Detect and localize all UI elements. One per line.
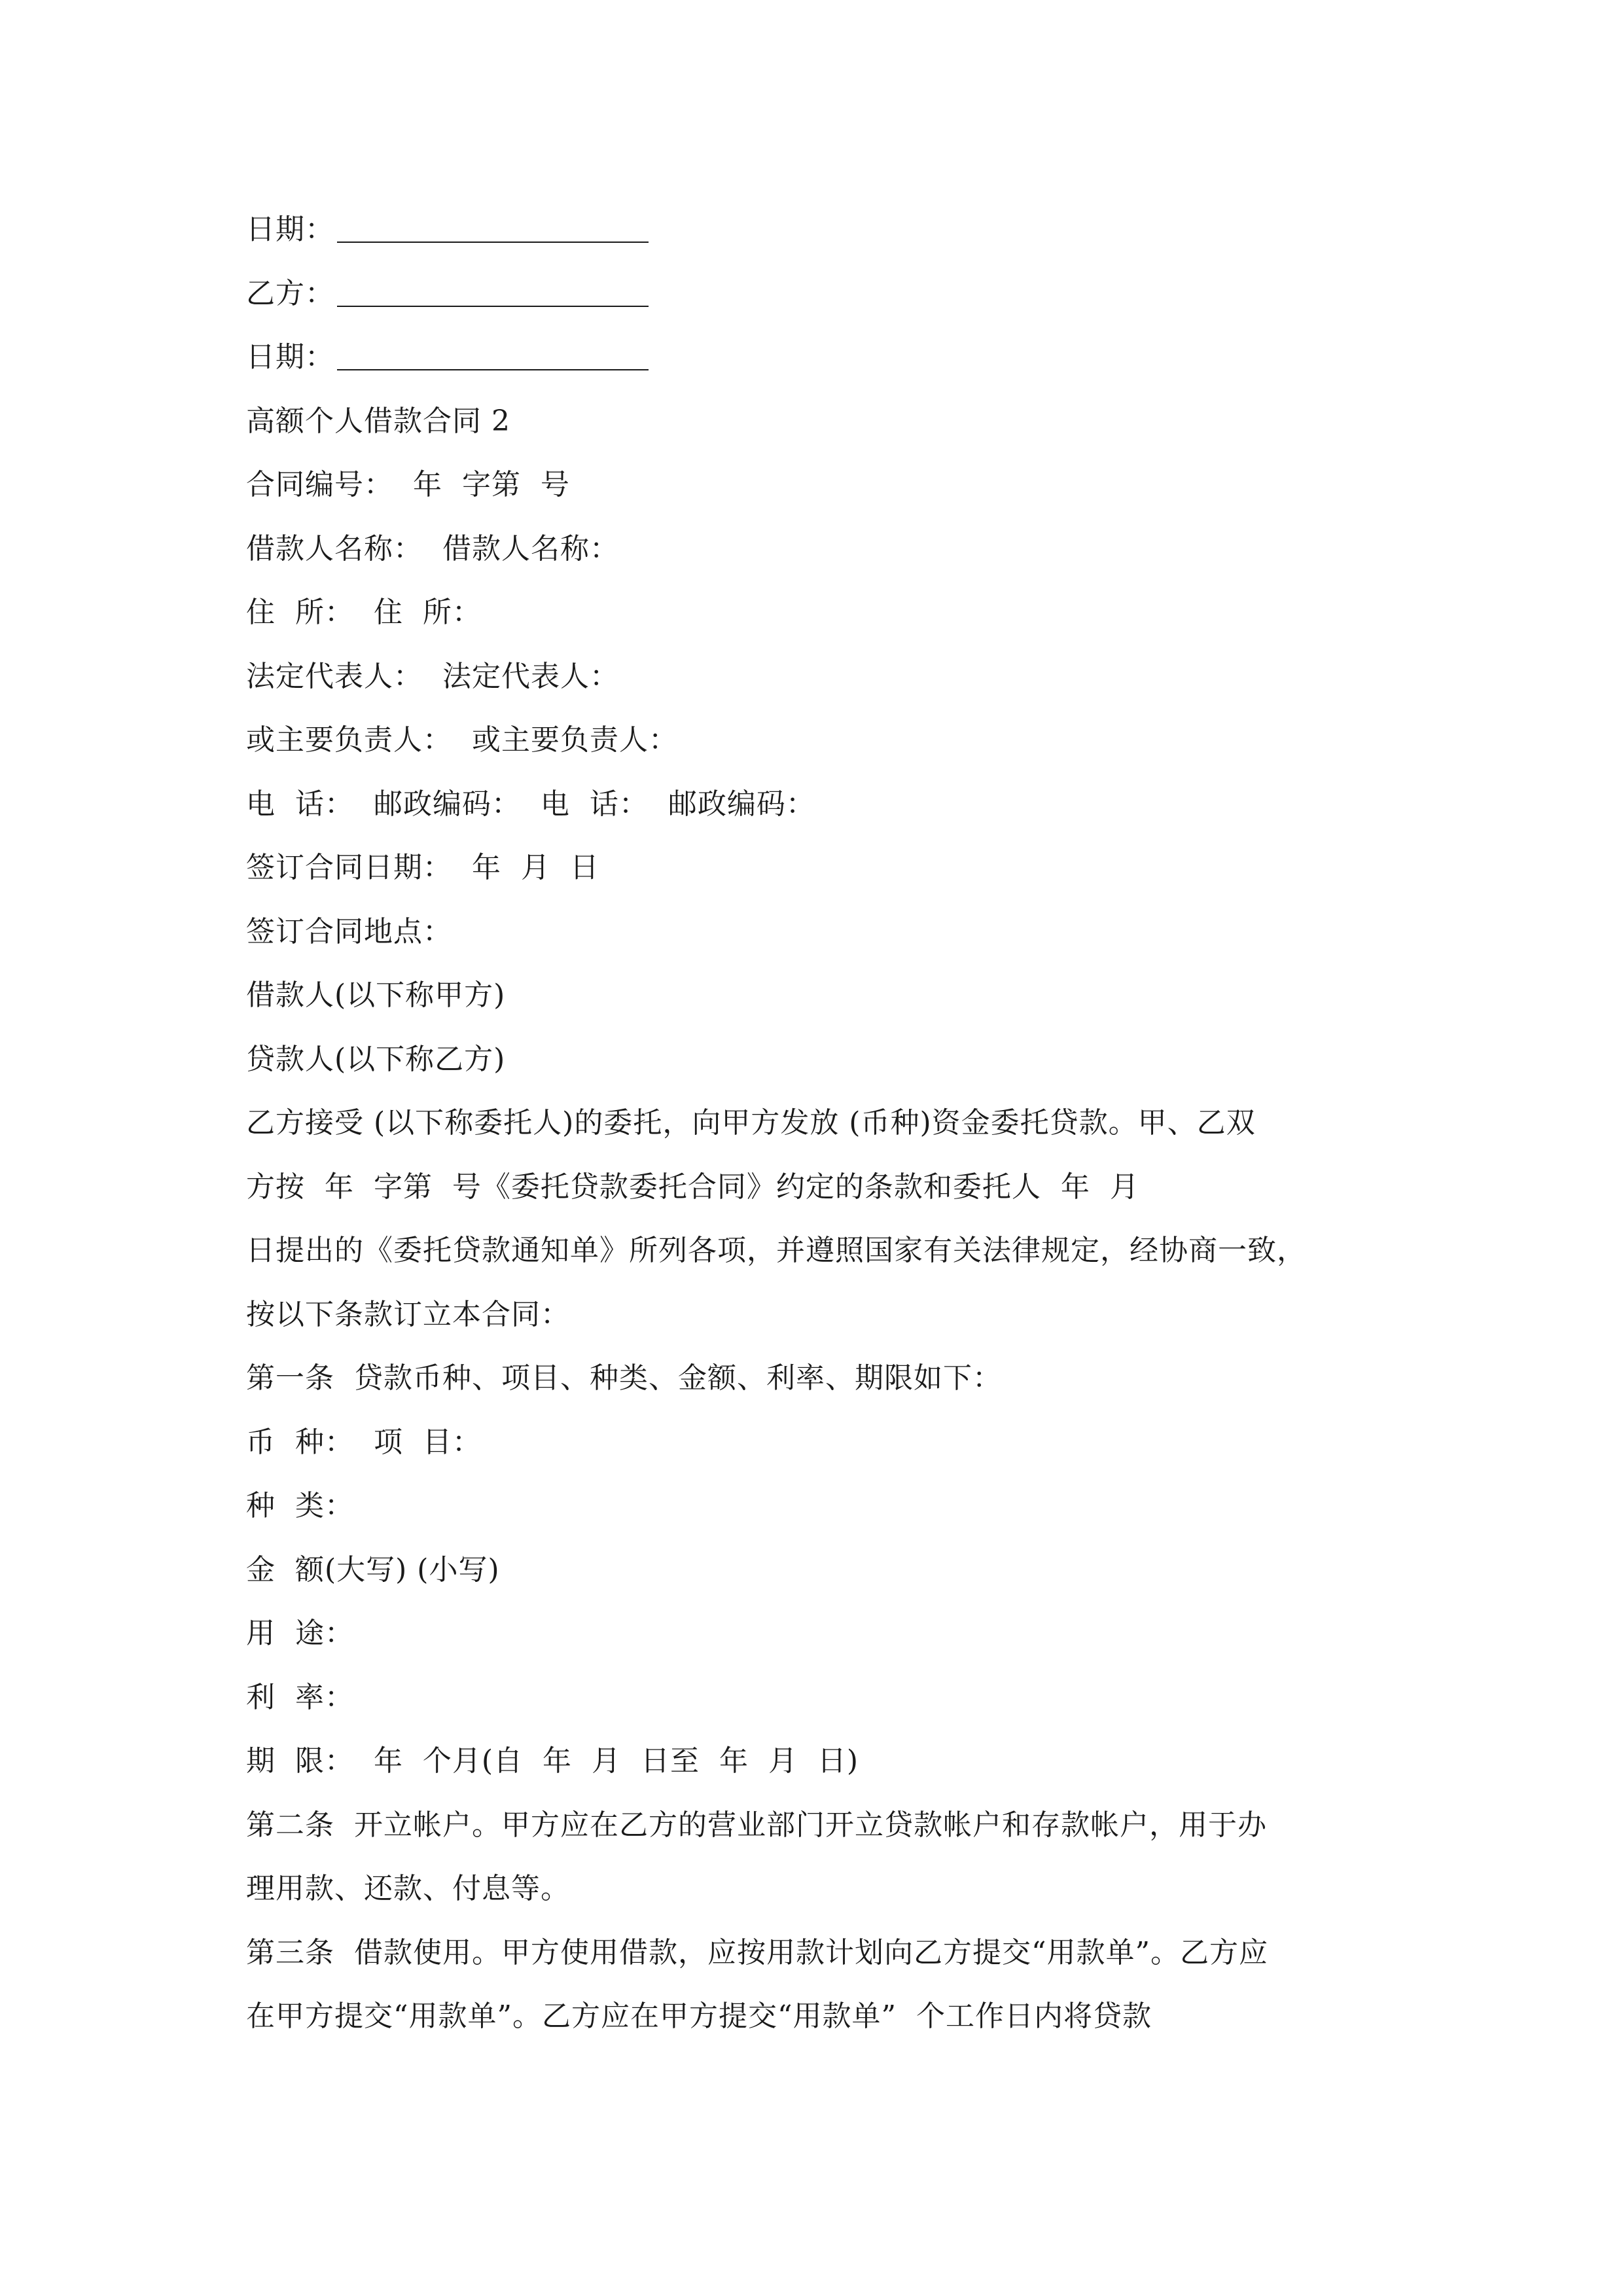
loan-amount: 金 额(大写) (小写)	[246, 1552, 500, 1587]
signature-date-blank	[337, 209, 649, 243]
signature-date-label: 日期：	[246, 213, 334, 246]
document-body	[246, 198, 1385, 2049]
legal-representative: 法定代表人： 法定代表人：	[246, 659, 619, 693]
loan-purpose: 用 途：	[246, 1617, 354, 1650]
lender-party-b: 贷款人(以下称乙方)	[246, 1042, 506, 1076]
paragraph-line: 方按 年 字第 号《委托贷款委托合同》约定的条款和委托人 年 月	[246, 1170, 1139, 1204]
signature-date-blank-2	[337, 336, 649, 370]
contract-number: 合同编号： 年 字第 号	[246, 468, 570, 501]
signature-party-b-label: 乙方：	[246, 276, 334, 310]
signature-date-line	[246, 198, 1385, 262]
loan-term: 期 限： 年 个月(自 年 月 日至 年 月 日)	[246, 1744, 859, 1778]
currency-project: 币 种： 项 目：	[246, 1425, 482, 1459]
article-3-line: 在甲方提交“用款单”。乙方应在甲方提交“用款单” 个工作日内将贷款	[246, 2000, 1152, 2033]
signature-date-label-2: 日期：	[246, 340, 334, 374]
paragraph-line: 日提出的《委托贷款通知单》所列各项，并遵照国家有关法律规定，经协商一致，	[246, 1234, 1306, 1267]
principal-person: 或主要负责人： 或主要负责人：	[246, 723, 678, 757]
signature-date-line-2	[246, 325, 1385, 389]
signing-date: 签订合同日期： 年 月 日	[246, 851, 599, 884]
borrower-party-a: 借款人(以下称甲方)	[246, 978, 506, 1012]
article-1-heading: 第一条 贷款币种、项目、种类、金额、利率、期限如下：	[246, 1361, 1002, 1395]
phone-postcode: 电 话： 邮政编码： 电 话： 邮政编码：	[246, 787, 815, 821]
contract-title: 高额个人借款合同 2	[246, 404, 510, 438]
borrower-name: 借款人名称： 借款人名称：	[246, 531, 619, 565]
address: 住 所： 住 所：	[246, 596, 482, 629]
signing-place: 签订合同地点：	[246, 914, 452, 948]
paragraph-line: 乙方接受 (以下称委托人)的委托，向甲方发放 (币种)资金委托贷款。甲、乙双	[246, 1106, 1256, 1139]
signature-party-b-line	[246, 262, 1385, 326]
signature-party-b-blank	[337, 273, 649, 307]
article-2-line: 第二条 开立帐户。甲方应在乙方的营业部门开立贷款帐户和存款帐户，用于办	[246, 1808, 1267, 1842]
paragraph-line: 按以下条款订立本合同：	[246, 1297, 570, 1331]
loan-type: 种 类：	[246, 1489, 354, 1522]
article-3-line: 第三条 借款使用。甲方使用借款，应按用款计划向乙方提交“用款单”。乙方应	[246, 1935, 1268, 1969]
article-2-line: 理用款、还款、付息等。	[246, 1872, 570, 1905]
interest-rate: 利 率：	[246, 1680, 354, 1714]
